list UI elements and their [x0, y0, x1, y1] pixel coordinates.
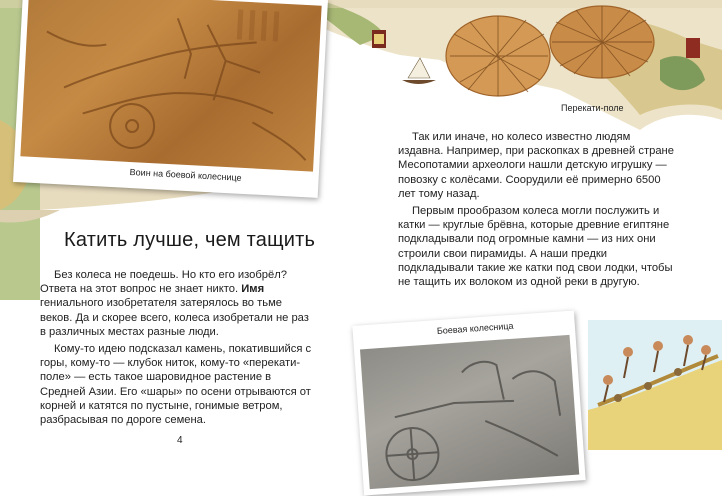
right-text-column: [398, 130, 674, 292]
left-p1-start: Без колеса не поедешь. Но кто его изобрёл? Ответа на этот вопрос не знает никто.: [40, 269, 287, 296]
chariot-relief-image: [360, 335, 579, 489]
right-paragraph-1: Так или иначе, но колесо известно людям издавна. Например, при раскопках в древней стране Месопотамии археологи нашли детскую игрушку — повозку с колёсами. Соорудили её примерно 6500 лет тому назад.: [398, 131, 674, 200]
right-paragraph-2: Первым прообразом колеса могли послужить и катки — круглые брёвна, которые древние египтяне подкладывали под огромные камни — из них они строили свои пирамиды. А наши предки подкладывали такие же катки под свои лодки, чтобы не тащить их волоком из одной реки в другую.: [398, 205, 673, 289]
left-p1-bold: Имя: [241, 283, 265, 296]
rolling-logs-illustration: [588, 320, 722, 450]
left-paragraph-2: Кому-то идею подсказал камень, покатившийся с горы, кому-то — клубок ниток, кому-то «перекати-поле» — есть такое шаровидное растение в Средней Азии. Его «шары» по осени отрываются от корней и катятся по пустыне, гонимые ветром, разбрасывая по дороге семена.: [40, 343, 312, 427]
tumbleweed-caption: Перекати-поле: [561, 103, 624, 113]
relief-carving-image: [20, 0, 321, 172]
warrior-relief-caption: Воин на боевой колеснице: [129, 166, 242, 183]
section-heading: Катить лучше, чем тащить: [64, 229, 316, 251]
left-paragraph-1: [40, 268, 312, 339]
warrior-relief-photo: [13, 0, 328, 198]
page-number: 4: [177, 435, 183, 446]
left-text-column: [40, 268, 312, 430]
left-p1-end: гениального изобретателя затерялось во тьме веков. Да и скорее всего, колеса изобретали не раз в различных местах разные люди.: [40, 297, 309, 338]
battle-chariot-photo: [352, 310, 585, 495]
tumbleweed-image: [440, 4, 660, 100]
battle-chariot-caption: Боевая колесница: [436, 320, 514, 337]
